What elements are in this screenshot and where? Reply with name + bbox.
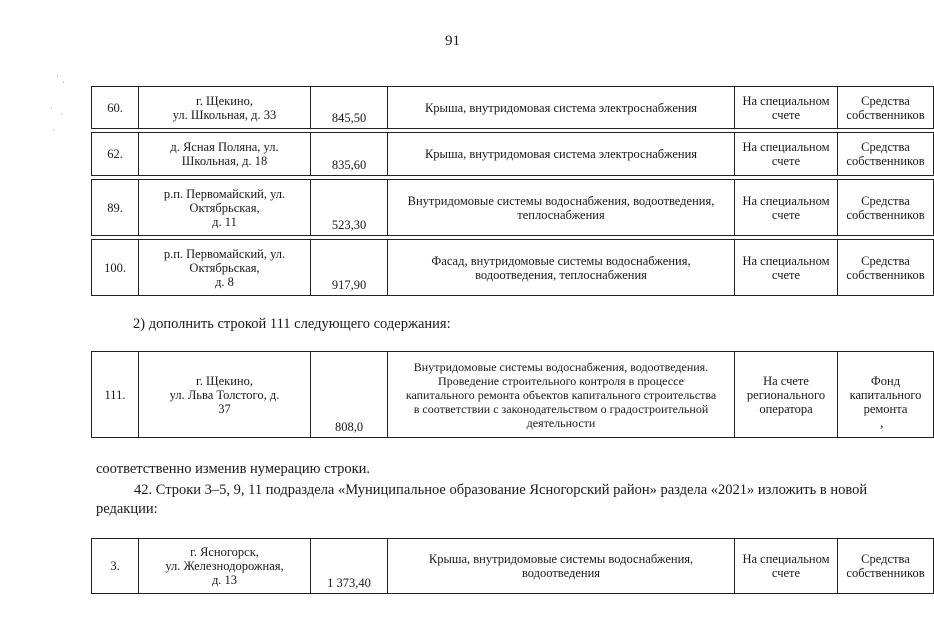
row-area: 835,60 <box>311 133 388 176</box>
row-area: 808,0 <box>311 352 388 438</box>
paragraph-42: 42. Строки 3–5, 9, 11 подраздела «Муниципальное образование Ясногорский район» раздела «2021» изложить в новой редакции: <box>96 482 868 517</box>
row-number: 89. <box>92 180 139 236</box>
row-address: г. Щекино, ул. Льва Толстого, д. 37 <box>139 352 311 438</box>
row-number: 111. <box>92 352 139 438</box>
row-address: г. Ясногорск, ул. Железнодорожная, д. 13 <box>139 539 311 594</box>
row-source: Средства собственников <box>838 133 934 176</box>
row-number: 3. <box>92 539 139 594</box>
row-number: 100. <box>92 240 139 296</box>
row-source: Средства собственников <box>838 539 934 594</box>
row-address: г. Щекино, ул. Школьная, д. 33 <box>139 87 311 129</box>
row-account: На счете регионального оператора <box>735 352 838 438</box>
row-works: Крыша, внутридомовая система электроснабжения <box>388 133 735 176</box>
row-area: 845,50 <box>311 87 388 129</box>
row-number: 62. <box>92 133 139 176</box>
row-address: р.п. Первомайский, ул. Октябрьская, д. 11 <box>139 180 311 236</box>
trailing-comma: , <box>880 416 884 431</box>
row-address: д. Ясная Поляна, ул. Школьная, д. 18 <box>139 133 311 176</box>
works-table-2 <box>91 351 934 438</box>
renumber-note: соответственно изменив нумерацию строки. <box>96 461 371 477</box>
margin-scan-marks: · · · · · <box>50 72 65 135</box>
row-number: 60. <box>92 87 139 129</box>
works-table-3 <box>91 538 934 594</box>
add-row-instruction: 2) дополнить строкой 111 следующего содержания: <box>133 316 451 332</box>
row-address: р.п. Первомайский, ул. Октябрьская, д. 8 <box>139 240 311 296</box>
row-account: На специальном счете <box>735 539 838 594</box>
row-area: 917,90 <box>311 240 388 296</box>
table-row <box>92 133 934 176</box>
row-account: На специальном счете <box>735 87 838 129</box>
table-row <box>92 180 934 236</box>
page-number: 91 <box>445 33 460 49</box>
table-row <box>92 87 934 129</box>
row-works: Фасад, внутридомовые системы водоснабжения, водоотведения, теплоснабжения <box>388 240 735 296</box>
works-table-1 <box>91 86 934 296</box>
table-row <box>92 240 934 296</box>
row-account: На специальном счете <box>735 133 838 176</box>
row-source: Средства собственников <box>838 180 934 236</box>
row-area: 1 373,40 <box>311 539 388 594</box>
row-account: На специальном счете <box>735 180 838 236</box>
table-row <box>92 352 934 438</box>
row-works: Внутридомовые системы водоснабжения, водоотведения, теплоснабжения <box>388 180 735 236</box>
row-source: Средства собственников <box>838 240 934 296</box>
row-works: Крыша, внутридомовые системы водоснабжения, водоотведения <box>388 539 735 594</box>
row-source: Фонд капитального ремонта <box>838 352 934 438</box>
row-area: 523,30 <box>311 180 388 236</box>
table-row <box>92 539 934 594</box>
row-works: Внутридомовые системы водоснабжения, водоотведения. Проведение строительного контроля в процессе капитального ремонта объектов капитального строительства в соответствии с законодательством о градостроительной деятельности <box>388 352 735 438</box>
row-source: Средства собственников <box>838 87 934 129</box>
row-works: Крыша, внутридомовая система электроснабжения <box>388 87 735 129</box>
row-account: На специальном счете <box>735 240 838 296</box>
